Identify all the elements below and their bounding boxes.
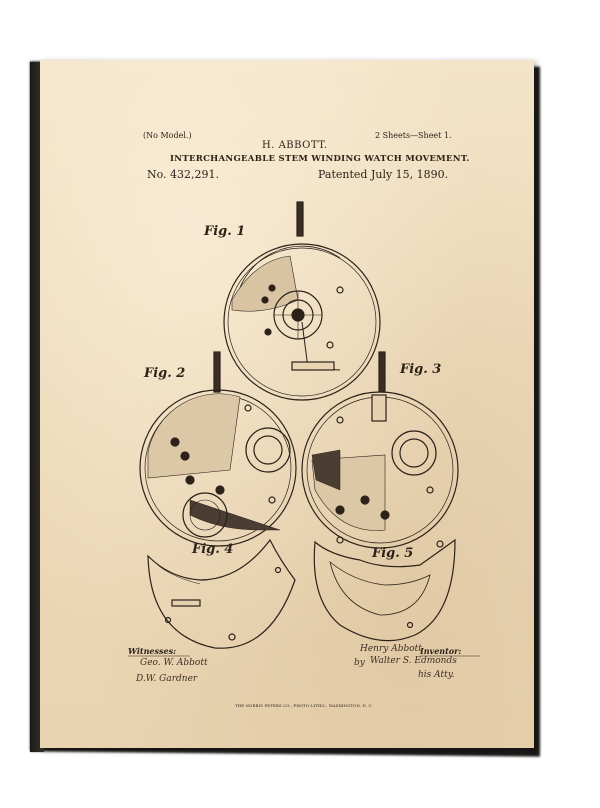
sheets-note: 2 Sheets—Sheet 1. [375, 131, 452, 140]
fig3-label: Fig. 3 [400, 362, 442, 377]
publisher-credit: THE NORRIS PETERS CO., PHOTO-LITHO., WASHINGTON, D. C. [235, 703, 373, 708]
patent-date: Patented July 15, 1890. [318, 168, 449, 181]
patent-drawing [40, 60, 534, 748]
witness-signature-1: Geo. W. Abbott [140, 658, 208, 668]
patent-title: INTERCHANGEABLE STEM WINDING WATCH MOVEMENT. [170, 154, 470, 164]
by-line: by [354, 658, 365, 668]
fig5-label: Fig. 5 [372, 546, 414, 561]
fig3-watch-drawing [302, 352, 458, 548]
attorney-signature: Walter S. Edmonds [370, 656, 457, 666]
witnesses-label: Witnesses: [128, 646, 177, 656]
inventor-name-heading: H. ABBOTT. [262, 140, 328, 151]
inventor-signature: Henry Abbott [360, 644, 422, 654]
patent-number: No. 432,291. [147, 168, 220, 181]
attorney-role: his Atty. [418, 670, 455, 680]
canvas-print [40, 60, 534, 748]
fig2-label: Fig. 2 [144, 366, 186, 381]
inventor-label: Inventor: [420, 646, 462, 656]
fig1-label: Fig. 1 [204, 224, 246, 239]
witness-signature-2: D.W. Gardner [136, 674, 198, 684]
no-model-note: (No Model.) [143, 131, 192, 140]
fig1-watch-drawing [224, 202, 380, 400]
fig2-watch-drawing [140, 352, 296, 546]
fig4-label: Fig. 4 [192, 542, 234, 557]
